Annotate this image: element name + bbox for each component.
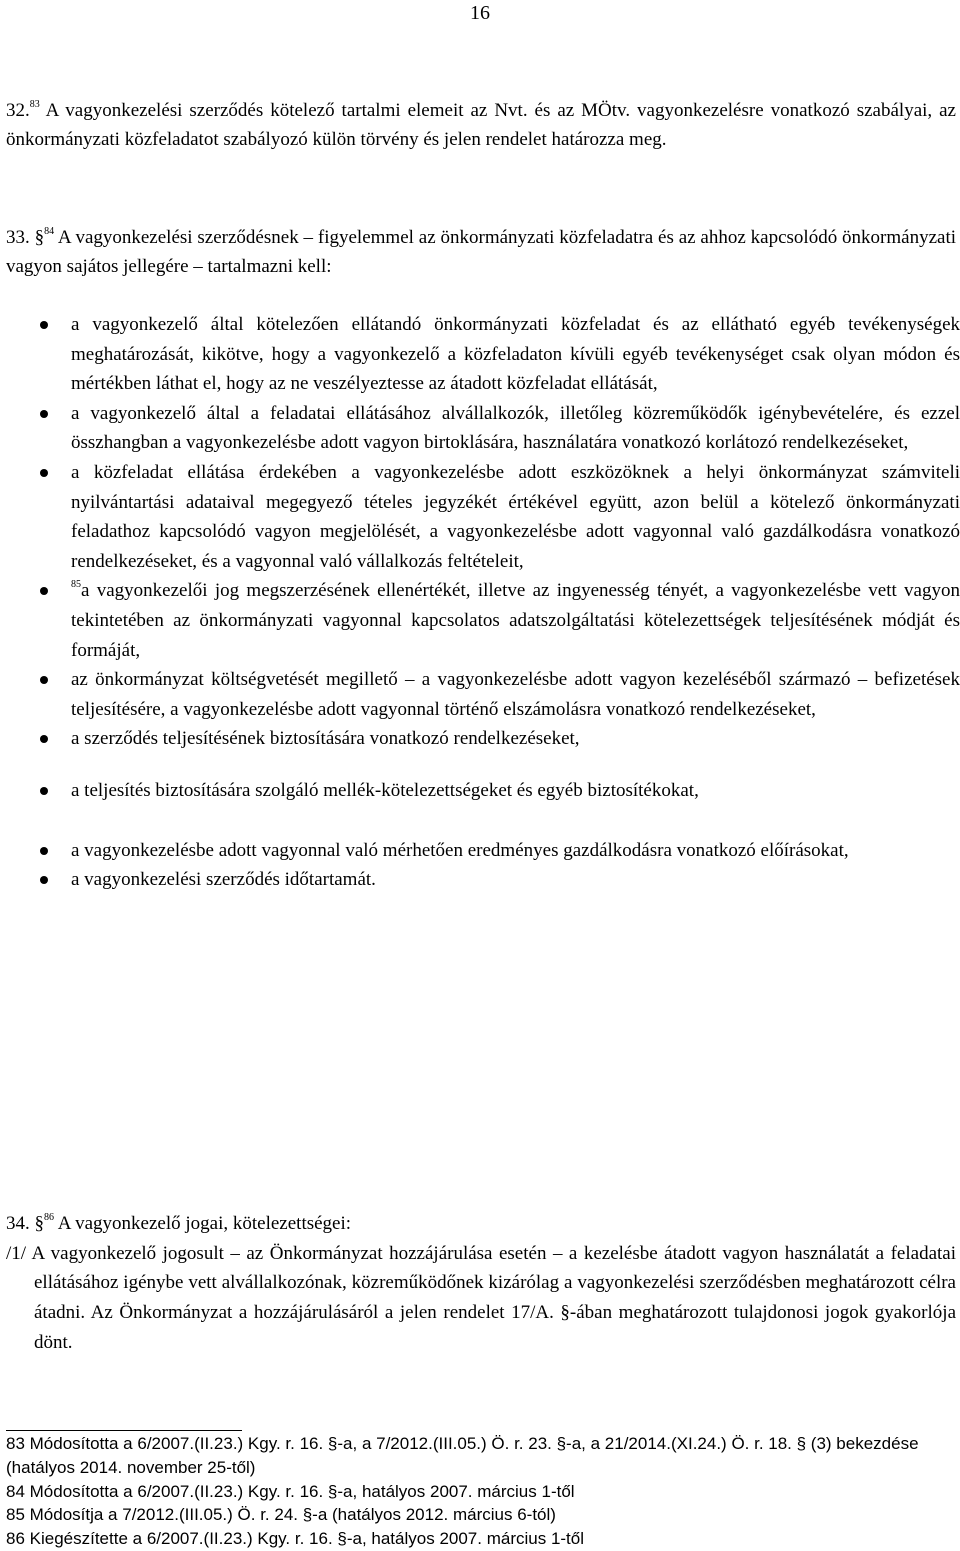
- footnote-ref-86[interactable]: 86: [44, 1212, 54, 1223]
- list-item: [40, 724, 960, 754]
- bullet-icon: [40, 787, 48, 795]
- bullet-icon: [40, 676, 48, 684]
- footnote-ref-84[interactable]: 84: [44, 226, 55, 237]
- footnote-83: 83 Módosította a 6/2007.(II.23.) Kgy. r. 16. §-a, a 7/2012.(III.05.) Ö. r. 23. §-a, a 21/2014.(XI.24.) Ö. r. 18. § (3) bekezdése (hatályos 2014. november 25-től): [6, 1434, 919, 1477]
- list-item: [40, 310, 960, 399]
- bullet-icon: [40, 847, 48, 855]
- footnote-85: 85 Módosítja a 7/2012.(III.05.) Ö. r. 24. §-a (hatályos 2012. március 6-tól): [6, 1505, 556, 1525]
- list-item: [40, 576, 960, 665]
- list-item-text: a vagyonkezelő által a feladatai ellátásához alvállalkozók, illetőleg közreműködők igénybevételére, és ezzel összhangban a vagyonkezelésbe adott vagyon birtoklására, használatára vonatkozó korlátozó rendelkezéseket,: [71, 402, 960, 454]
- list-item: [40, 865, 960, 895]
- section-sign: §: [29, 227, 45, 248]
- section-32-paragraph: [6, 96, 956, 154]
- list-item-text: a vagyonkezelésbe adott vagyonnal való mérhetően eredményes gazdálkodásra vonatkozó előírásokat,: [71, 839, 849, 861]
- list-item-text: a vagyonkezelési szerződés időtartamát.: [71, 869, 376, 891]
- footnote-84: 84 Módosította a 6/2007.(II.23.) Kgy. r. 16. §-a, hatályos 2007. március 1-től: [6, 1481, 575, 1501]
- list-item: [40, 836, 960, 866]
- section-34-number: 34.: [6, 1213, 30, 1234]
- requirements-list: [40, 310, 960, 895]
- list-item-text: a közfeladat ellátása érdekében a vagyonkezelésbe adott eszközöknek a helyi önkormányzat számviteli nyilvántartási adataival megegyező tételes jegyzékét értékével együtt, azon belül a kötelező önkormányzati feladathoz kapcsolódó vagyon megjelölését, a vagyonkezelésbe adott vagyonnal való gazdálkodásra vonatkozó rendelkezéseket, és a vagyonnal való vállalkozás feltételeit,: [71, 461, 960, 572]
- bullet-icon: [40, 587, 48, 595]
- bullet-icon: [40, 469, 48, 477]
- list-item-text: a vagyonkezelői jog megszerzésének ellenértékét, illetve az ingyenesség tényét, a vagyonkezelésbe vett vagyon tekintetében az önkormányzati vagyonnal kapcsolatos adatszolgáltatási kötelezettségek teljesítésének módját és formáját,: [71, 580, 960, 661]
- list-item: [40, 776, 960, 806]
- section-32-number: 32.: [6, 100, 30, 121]
- footnotes: [6, 1432, 956, 1551]
- list-item: [40, 458, 960, 576]
- section-33-intro: [6, 223, 956, 281]
- section-sign: §: [29, 1213, 44, 1234]
- bullet-icon: [40, 876, 48, 884]
- list-item: [40, 665, 960, 724]
- list-item-text: a szerződés teljesítésének biztosítására vonatkozó rendelkezéseket,: [71, 728, 580, 750]
- section-34-text: A vagyonkezelő jogai, kötelezettségei:: [54, 1213, 352, 1234]
- section-33: [6, 223, 956, 281]
- footnote-separator: [6, 1430, 242, 1431]
- bullet-icon: [40, 321, 48, 329]
- section-32-text: A vagyonkezelési szerződés kötelező tartalmi elemeit az Nvt. és az MÖtv. vagyonkezelésre vonatkozó szabályai, az önkormányzati közfeladatot szabályozó külön törvény és jelen rendelet határozza meg.: [6, 100, 956, 150]
- footnote-ref-83[interactable]: 83: [29, 99, 40, 110]
- list-item-text: a teljesítés biztosítására szolgáló mellék-kötelezettségeket és egyéb biztosítékokat,: [71, 779, 699, 801]
- section-34: [6, 1209, 956, 1358]
- page-number: 16: [470, 2, 490, 24]
- footnote-ref-85[interactable]: 85: [71, 579, 81, 591]
- bullet-icon: [40, 410, 48, 418]
- section-34-heading: [6, 1209, 956, 1239]
- section-33-number: 33.: [6, 227, 30, 248]
- bullet-icon: [40, 735, 48, 743]
- section-34-paragraph-1: /1/ A vagyonkezelő jogosult – az Önkormányzat hozzájárulása esetén – a kezelésbe átadott vagyon használatát a feladatai ellátásához igénybe vett alvállalkozónak, közreműködőnek kizárólag a vagyonkezelési szerződésben meghatározott célra átadni. Az Önkormányzat a hozzájárulásáról a jelen rendelet 17/A. §-ában meghatározott tulajdonosi jogok gyakorlója dönt.: [6, 1242, 956, 1353]
- section-32: [6, 96, 956, 154]
- list-item-text: az önkormányzat költségvetését megillető – a vagyonkezelésbe adott vagyon kezeléséből származó – befizetések teljesítésére, a vagyonkezelésbe adott vagyonnal történő elszámolásra vonatkozó rendelkezéseket,: [71, 669, 960, 720]
- footnote-86: 86 Kiegészítette a 6/2007.(II.23.) Kgy. r. 16. §-a, hatályos 2007. március 1-től: [6, 1529, 585, 1549]
- list-item-text: a vagyonkezelő által kötelezően ellátandó önkormányzati közfeladat és az ellátható egyéb tevékenységek meghatározását, kikötve, hogy a vagyonkezelő a közfeladaton kívüli egyéb tevékenységet csak olyan módon és mértékben láthat el, hogy az ne veszélyeztesse az átadott közfeladat ellátását,: [71, 314, 960, 395]
- list-item: [40, 399, 960, 458]
- section-33-text: A vagyonkezelési szerződésnek – figyelemmel az önkormányzati közfeladatra és az ahhoz kapcsolódó önkormányzati vagyon sajátos jellegére – tartalmazni kell:: [6, 227, 957, 277]
